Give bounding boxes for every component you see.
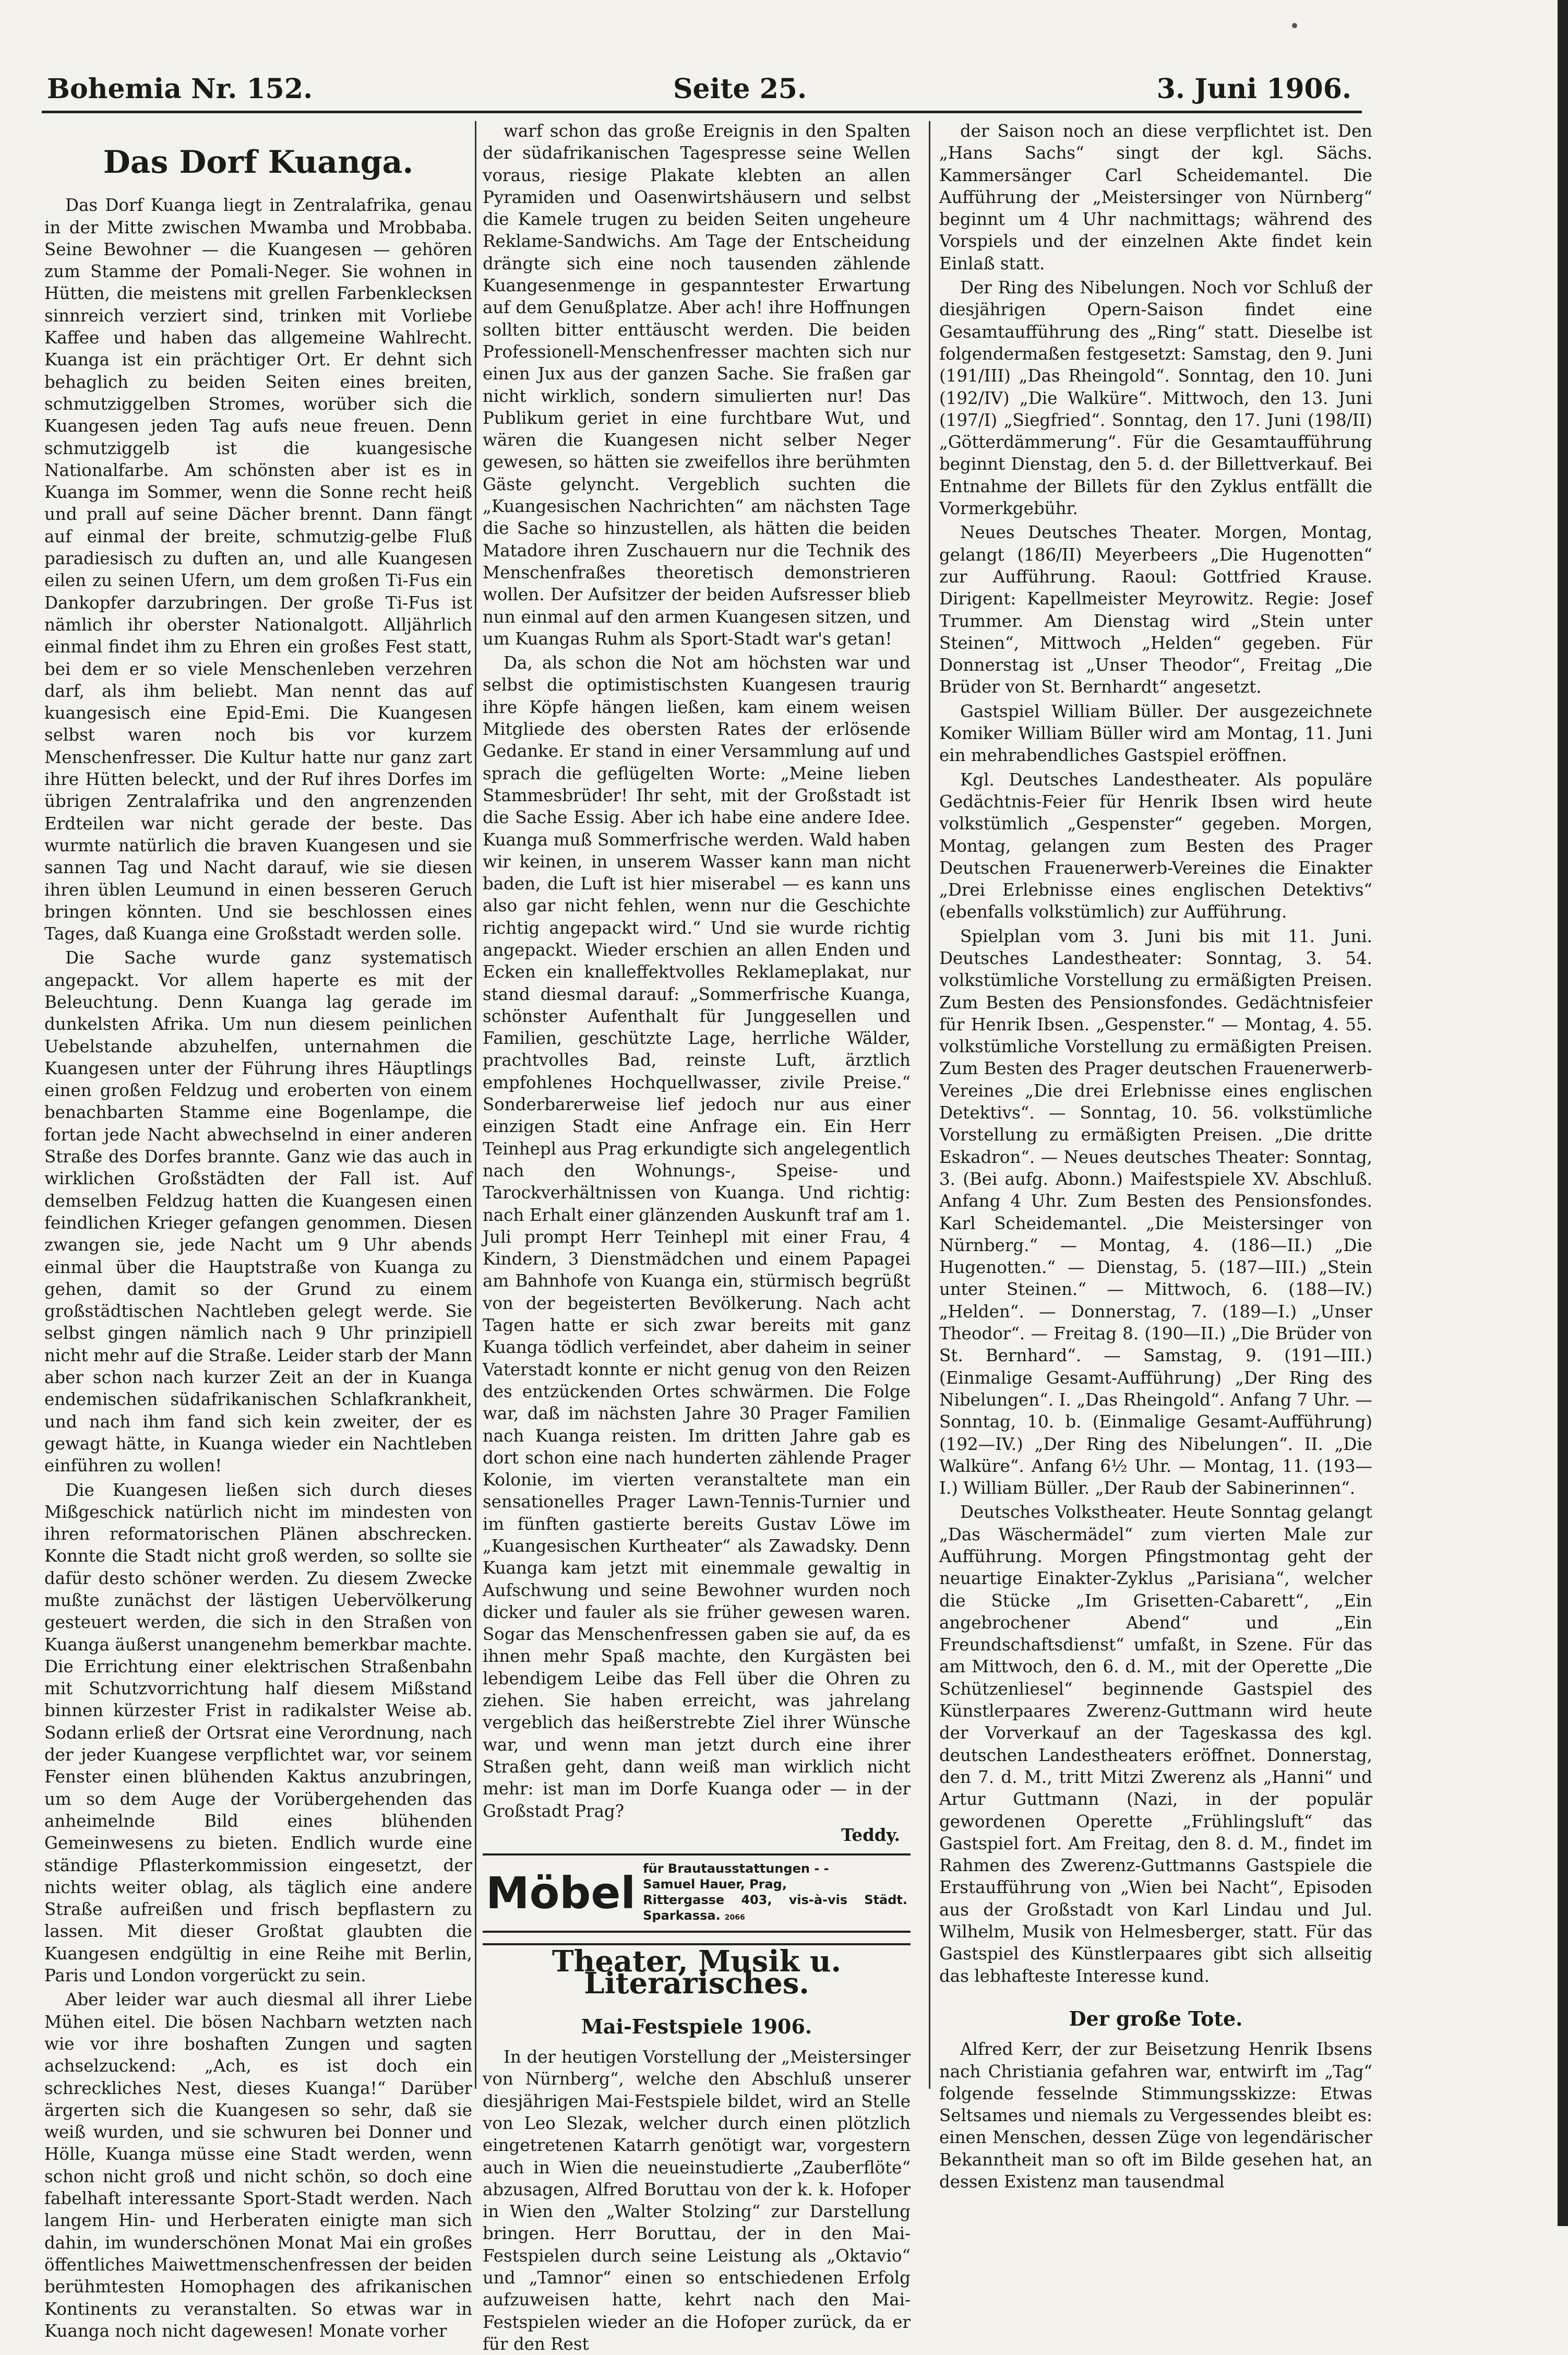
article-signature: Teddy. — [841, 1824, 900, 1845]
article-paragraph: warf schon das große Ereignis in den Spalten der südafrikanischen Tagespresse seine Wellen voraus, riesige Plakate klebten an allen Pyramiden und Oasenwirtshäusern und selbst die Kamele trugen zu beiden Seiten ungeheure Reklame-Sandwichs. Am Tage der Entscheidung drängte sich eine noch tausenden zählende Kuangesenmenge in gespanntester Erwartung auf dem Genußplatze. Aber ach! ihre Hoffnungen sollten bitter enttäuscht werden. Die beiden Professionell-Menschenfresser machten sich nur einen Jux aus der ganzen Sache. Sie fraßen gar nicht wirklich, sondern simulierten nur! Das Publikum geriet in eine furchtbare Wut, und wären die Kuangesen nicht selber Neger gewesen, so hätten sie zweifellos ihre berühmten Gäste gelyncht. Vergeblich suchten die „Kuangesischen Nachrichten“ am nächsten Tage die Sache so hinzustellen, als hätten die beiden Matadore ihren Zuschauern nur die Technik des Menschenfraßes theoretisch demonstrieren wollen. Der Aufsitzer der beiden Aufsresser blieb nun einmal auf den armen Kuangesen sitzen, und um Kuangas Ruhm als Sport-Stadt war's getan! — [483, 121, 911, 649]
article-paragraph: In der heutigen Vorstellung der „Meistersinger von Nürnberg“, welche den Abschluß unserer diesjährigen Mai-Festspiele bildet, wird an Stelle von Leo Slezak, welcher durch einen plötzlich eingetretenen Katarrh genötigt war, vorgestern auch in Wien die neueinstudierte „Zauberflöte“ abzusagen, Alfred Boruttau von der k. k. Hofoper in Wien den „Walter Stolzing“ zur Darstellung bringen. Herr Boruttau, der in den Mai-Festspielen durch seine Leistung als „Oktavio“ und „Tamnor“ einen so entschiedenen Erfolg aufzuweisen hatte, kehrt nach den Mai-Festspielen wieder an die Hofoper zurück, da er für den Rest — [483, 2047, 911, 2354]
column-divider-2 — [929, 121, 930, 2089]
article-paragraph: Da, als schon die Not am höchsten war und selbst die optimistischsten Kuangesen traurig ihre Köpfe hängen ließen, kam einem weisen Mitgliede des obersten Rates der erlösende Gedanke. Er stand in einer Versammlung auf und sprach die geflügelten Worte: „Meine lieben Stammesbrüder! Ihr seht, mit der Großstadt ist die Sache Essig. Aber ich habe eine andere Idee. Kuanga muß Sommerfrische werden. Wald haben wir keinen, in unserem Wasser kann man nicht baden, die Luft ist hier miserabel — es kann uns also gar nicht fehlen, wenn nur die Geschichte richtig angepackt wird.“ Und sie wurde richtig angepackt. Wieder erschien an allen Enden und Ecken ein knalleffektvolles Reklameplakat, nur stand diesmal darauf: „Sommerfrische Kuanga, schönster Aufenthalt für Junggesellen und Familien, geschützte Lage, herrliche Wälder, prachtvolles Bad, reinste Luft, ärztlich empfohlenes Hochquellwasser, zivile Preise.“ Sonderbarerweise lief jedoch nur aus einer einzigen Stadt eine Anfrage ein. Ein Herr Teinhepl aus Prag erkundigte sich angelegentlich nach den Wohnungs-, Speise- und Tarockverhältnissen von Kuanga. Und richtig: nach Erhalt einer glänzenden Auskunft traf am 1. Juli prompt Herr Teinhepl mit einer Frau, 4 Kindern, 3 Dienstmädchen und einem Papagei am Bahnhofe von Kuanga ein, stürmisch begrüßt von der begeisterten Bevölkerung. Nach acht Tagen hatte er sich zwar bereits mit ganz Kuanga tödlich verfeindet, aber daheim in seiner Vaterstadt konnte er nicht genug von den Reizen des entzückenden Ortes schwärmen. Die Folge war, daß im nächsten Jahre 30 Prager Familien nach Kuanga reisten. Im dritten Jahre gab es dort schon eine nach hunderten zählende Prager Kolonie, im vierten veranstaltete man ein sensationelles Prager Lawn-Tennis-Turnier und im fünften gastierte bereits Gustav Löwe im „Kuangesischen Kurtheater“ als Zawadsky. Denn Kuanga kam jetzt mit einemmale gewaltig in Aufschwung und seine Bewohner wurden noch dicker und fauler als sie früher gewesen waren. Sogar das Menschenfressen gaben sie auf, da es ihnen mehr Spaß machte, den Kurgästen bei lebendigem Leibe das Fell über die Ohren zu ziehen. Sie haben erreicht, was jahrelang vergeblich das heißerstrebte Ziel ihrer Wünsche war, und wenn man jetzt durch eine ihrer Straßen geht, dann weiß man wirklich nicht mehr: ist man im Dorfe Kuanga oder — in der Großstadt Prag? — [483, 653, 911, 1821]
article-paragraph: Spielplan vom 3. Juni bis mit 11. Juni. Deutsches Landestheater: Sonntag, 3. 54. volkstümliche Vorstellung zu ermäßigten Preisen. Zum Besten des Pensionsfondes. Gedächtnisfeier für Henrik Ibsen. „Gespenster.“ — Montag, 4. 55. volkstümliche Vorstellung zu ermäßigten Preisen. Zum Besten des Prager deutschen Frauenerwerb-Vereines „Die drei Erlebnisse eines englischen Detektivs“. — Sonntag, 10. 56. volkstümliche Vorstellung zu ermäßigten Preisen. „Die dritte Eskadron“. — Neues deutsches Theater: Sonntag, 3. (Bei aufg. Abonn.) Maifestspiele XV. Abschluß. Anfang 4 Uhr. Zum Besten des Pensionsfondes. Karl Scheidemantel. „Die Meistersinger von Nürnberg.“ — Montag, 4. (186—II.) „Die Hugenotten.“ — Dienstag, 5. (187—III.) „Stein unter Steinen.“ — Mittwoch, 6. (188—IV.) „Helden“. — Donnerstag, 7. (189—I.) „Unser Theodor“. — Freitag 8. (190—II.) „Die Brüder von St. Bernhard“. — Samstag, 9. (191—III.) (Einmalige Gesamt-Aufführung) „Der Ring des Nibelungen“. I. „Das Rheingold“. Anfang 7 Uhr. — Sonntag, 10. b. (Einmalige Gesamt-Aufführung) (192—IV.) „Der Ring des Nibelungen“. II. „Die Walküre“. Anfang 6½ Uhr. — Montag, 11. (193—I.) William Büller. „Der Raub der Sabinerinnen“. — [939, 926, 1372, 1498]
mai-festspiele-title: Mai-Festspiele 1906. — [581, 2014, 812, 2038]
header-date: 3. Juni 1906. — [1156, 73, 1351, 105]
column-2 — [483, 120, 911, 2354]
ad-line: Samuel Hauer, Prag, — [643, 1877, 787, 1892]
ad-code: 2066 — [724, 1913, 745, 1922]
column-1 — [44, 120, 472, 2341]
ad-details — [643, 1861, 907, 1925]
page-header — [31, 68, 1367, 115]
furniture-advertisement — [483, 1853, 911, 1933]
article-paragraph: Kgl. Deutsches Landestheater. Als populäre Gedächtnis-Feier für Henrik Ibsen wird heute volkstümlich „Gespenster“ gegeben. Morgen, Montag, gelangen zum Besten des Prager Deutschen Frauenerwerb-Vereines die Einakter „Drei Erlebnisse eines englischen Detektivs“ (ebenfalls volkstümlich) zur Aufführung. — [939, 769, 1372, 922]
article-paragraph: Die Kuangesen ließen sich durch dieses Mißgeschick natürlich nicht im mindesten von ihren reformatorischen Plänen abschrecken. Konnte die Stadt nicht groß werden, so sollte sie dafür desto schöner werden. Zu diesem Zwecke mußte zunächst der lästigen Uebervölkerung gesteuert werden, die sich in den Straßen von Kuanga äußerst unangenehm bemerkbar machte. Die Errichtung einer elektrischen Straßenbahn mit Schutzvorrichtung half diesem Mißstand binnen kürzester Frist in radikalster Weise ab. Sodann erließ der Ortsrat eine Verordnung, nach der jeder Kuangese verpflichtet war, vor seinem Fenster einen blühenden Kaktus anzubringen, um so dem Auge der Vorübergehenden das anheimelnde Bild eines blühenden Gemeinwesens zu bieten. Endlich wurde eine ständige Pflasterkommission eingesetzt, der nichts weiter oblag, als täglich eine andere Straße aufreißen und frisch bepflastern zu lassen. Mit dieser Großtat glaubten die Kuangesen endgültig in eine Reihe mit Berlin, Paris und London vorgerückt zu sein. — [44, 1480, 472, 1986]
scan-dot — [1292, 23, 1297, 28]
article-paragraph: Gastspiel William Büller. Der ausgezeichnete Komiker William Büller wird am Montag, 11. Juni ein mehrabendliches Gastspiel eröffnen. — [939, 701, 1372, 766]
article-paragraph: Aber leider war auch diesmal all ihrer Liebe Mühen eitel. Die bösen Nachbarn wetzten nach wie vor ihre boshaften Zungen und sagten achselzuckend: „Ach, es ist doch ein schreckliches Nest, dieses Kuanga!“ Darüber ärgerten sich die Kuangesen so sehr, daß sie weiß wurden, und sie schwuren bei Donner und Hölle, Kuanga müsse eine Stadt werden, wenn schon nicht groß und nicht schön, so doch eine fabelhaft interessante Sport-Stadt werden. Nach langem Hin- und Herberaten einigte man sich dahin, im wunderschönen Monat Mai ein großes öffentliches Maiwettmenschenfressen der beiden berühmtesten Homophagen des afrikanischen Kontinents zu veranstalten. So etwas war in Kuanga noch nicht dagewesen! Monate vorher — [44, 1990, 472, 2341]
article-paragraph: Die Sache wurde ganz systematisch angepackt. Vor allem haperte es mit der Beleuchtung. Denn Kuanga lag gerade im dunkelsten Afrika. Um nun diesem peinlichen Uebelstande abzuhelfen, unternahmen die Kuangesen unter der Führung ihres Häuptlings einen großen Feldzug und eroberten von einem benachbarten Stamme eine Bogenlampe, die fortan jede Nacht abwechselnd in einer anderen Straße des Dorfes brannte. Ganz wie das auch in wirklichen Großstädten der Fall ist. Auf demselben Feldzug hatten die Kuangesen einen feindlichen Krieger gefangen genommen. Diesen zwangen sie, jede Nacht um 9 Uhr abends einmal über die Hauptstraße von Kuanga zu gehen, damit so der Grund zu einem großstädtischen Nachtleben gelegt werde. Sie selbst gingen nämlich nach 9 Uhr prinzipiell nicht mehr auf die Straße. Leider starb der Mann aber schon nach kurzer Zeit an der in Kuanga endemischen südafrikanischen Schlafkrankheit, und nach ihm fand sich kein zweiter, der es gewagt hätte, in Kuanga wieder ein Nachtleben einführen zu wollen! — [44, 948, 472, 1476]
column-divider-1 — [475, 121, 476, 2089]
article-paragraph: Der Ring des Nibelungen. Noch vor Schluß der diesjährigen Opern-Saison findet eine Gesamtaufführung des „Ring“ statt. Dieselbe ist folgendermaßen festgesetzt: Samstag, den 9. Juni (191/III) „Das Rheingold“. Sonntag, den 10. Juni (192/IV) „Die Walküre“. Mittwoch, den 13. Juni (197/I) „Siegfried“. Sonntag, den 17. Juni (198/II) „Götterdämmerung“. Für die Gesamtaufführung beginnt Dienstag, den 5. d. der Billettverkauf. Bei Entnahme der Billets für den Zyklus entfällt die Vormerkgebühr. — [939, 278, 1372, 519]
article-paragraph: Deutsches Volkstheater. Heute Sonntag gelangt „Das Wäschermädel“ zum vierten Male zur Aufführung. Morgen Pfingstmontag geht der neuartige Einakter-Zyklus „Parisiana“, welcher die Stücke „Im Grisetten-Cabarett“, „Ein angebrochener Abend“ und „Ein Freundschaftsdienst“ umfaßt, in Szene. Für das am Mittwoch, den 6. d. M., mit der Operette „Die Schützenliesel“ beginnende Gastspiel des Künstlerpaares Zwerenz-Guttmann wird heute der Vorverkauf an der Tageskassa des kgl. deutschen Landestheaters eröffnet. Donnerstag, den 7. d. M., tritt Mitzi Zwerenz als „Hanni“ und Artur Guttmann (Nazi, in der populär gewordenen Operette „Frühlingsluft“ das Gastspiel fort. Am Freitag, den 8. d. M., findet im Rahmen des Zwerenz-Guttmanns Gastspiele die Erstaufführung von „Wien bei Nacht“, Episoden aus der Großstadt von Karl Lindau und Jul. Wilhelm, Musik von Helmesberger, statt. Für das Gastspiel des Künstlerpaares gibt sich allseitig das lebhafteste Interesse kund. — [939, 1502, 1372, 1986]
article-paragraph: der Saison noch an diese verpflichtet ist. Den „Hans Sachs“ singt der kgl. Sächs. Kammersänger Carl Scheidemantel. Die Aufführung der „Meistersinger von Nürnberg“ beginnt um 4 Uhr nachmittags; während des Vorspiels und der einzelnen Akte findet kein Einlaß statt. — [939, 121, 1372, 273]
article-title: Das Dorf Kuanga. — [103, 144, 414, 181]
ad-address: Rittergasse 403, vis-à-vis Städt. Sparkassa. — [643, 1893, 907, 1923]
scan-edge — [1558, 0, 1568, 2226]
article-paragraph: Neues Deutsches Theater. Morgen, Montag, gelangt (186/II) Meyerbeers „Die Hugenotten“ zur Aufführung. Raoul: Gottfried Krause. Dirigent: Kapellmeister Meyrowitz. Regie: Josef Trummer. Am Dienstag wird „Stein unter Steinen“, Mittwoch „Helden“ gegeben. Für Donnerstag ist „Unser Theodor“, Freitag „Die Brüder von St. Bernhardt“ angesetzt. — [939, 522, 1372, 697]
header-rule — [42, 111, 1362, 113]
article-paragraph: Alfred Kerr, der zur Beisetzung Henrik Ibsens nach Christiania gefahren war, entwirft im „Tag“ folgende fesselnde Stimmungsskizze: Etwas Seltsames und niemals zu Vergessendes bleibt es: einen Menschen, dessen Züge von legendärischer Bekanntheit man so oft im Bilde gesehen hat, an dessen Existenz man tausendmal — [939, 2039, 1372, 2192]
article-paragraph: Das Dorf Kuanga liegt in Zentralafrika, genau in der Mitte zwischen Mwamba und Mrobbaba. Seine Bewohner — die Kuangesen — gehören zum Stamme der Pomali-Neger. Sie wohnen in Hütten, die meistens mit grellen Farbenklecksen sinnreich verziert sind, trinken mit Vorliebe Kaffee und haben das allgemeine Wahlrecht. Kuanga ist ein prächtiger Ort. Er dehnt sich behaglich zu beiden Seiten eines breiten, schmutziggelben Stromes, worüber sich die Kuangesen jeden Tag aufs neue freuen. Denn schmutziggelb ist die kuangesische Nationalfarbe. Am schönsten aber ist es in Kuanga im Sommer, wenn die Sonne recht heiß und prall auf seine Dächer brennt. Dann fängt auf einmal der breite, schmutzig-gelbe Fluß paradiesisch zu duften an, und alle Kuangesen eilen zu seinen Ufern, um dem großen Ti-Fus ein Dankopfer darzubringen. Der große Ti-Fus ist nämlich ihr oberster Nationalgott. Alljährlich einmal findet ihm zu Ehren ein großes Fest statt, bei dem er so viele Menschenleben verzehren darf, als ihm beliebt. Man nennt das auf kuangesisch eine Epid-Emi. Die Kuangesen selbst waren noch bis vor kurzem Menschenfresser. Die Kultur hatte nur ganz zart ihre Hütten beleckt, und der Ruf ihres Dorfes im übrigen Zentralafrika und den angrenzenden Erdteilen war nicht gerade der beste. Das wurmte natürlich die braven Kuangesen und sie sannen Tag und Nacht darauf, wie sie diesen ihren üblen Leumund in einen besseren Geruch bringen könnten. Und sie beschlossen eines Tages, daß Kuanga eine Großstadt werden solle. — [44, 195, 472, 944]
header-issue: Bohemia Nr. 152. — [47, 73, 313, 105]
column-3 — [939, 120, 1372, 2192]
header-page-number: Seite 25. — [673, 73, 807, 105]
ad-line: für Brautausstattungen - - — [643, 1861, 829, 1876]
ad-line — [643, 1892, 907, 1925]
ad-headline: Möbel — [486, 1868, 636, 1919]
article-subtitle: Der große Tote. — [1069, 2006, 1243, 2030]
section-title: Theater, Musik u. Literarisches. — [483, 1943, 911, 1995]
